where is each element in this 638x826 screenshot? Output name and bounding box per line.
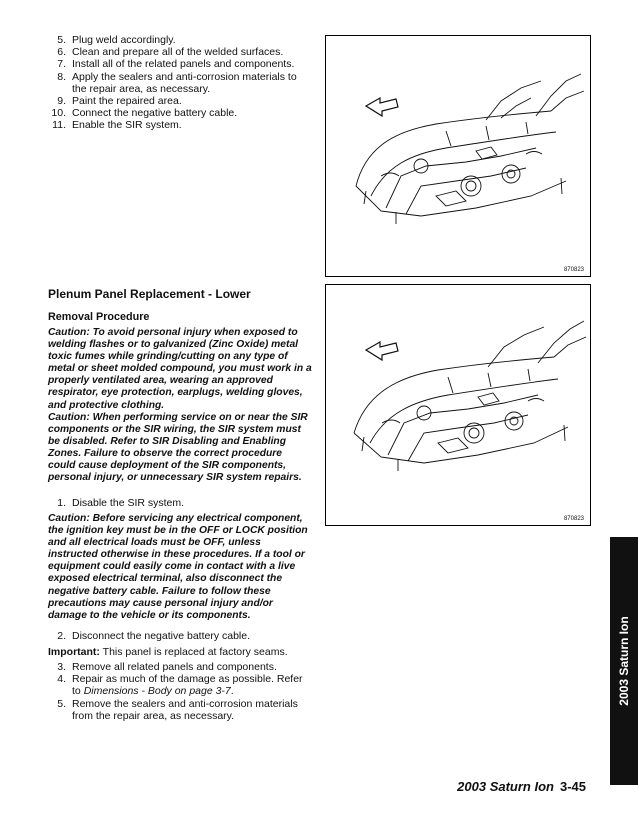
- caution-ventilation: Caution: To avoid personal injury when exposed to welding flashes or to galvanized (Zinc Oxide) metal toxic fumes while grinding/cutting on any type of metal or sheet molded compound, you must work in a properly ventilated area, wearing an approved respirator, eye protection, earplugs, welding gloves, and protective clothing.: [48, 327, 312, 411]
- cross-reference-link[interactable]: Dimensions - Body on page 3-7: [83, 685, 231, 698]
- section-title: Plenum Panel Replacement - Lower: [48, 287, 251, 301]
- list-item: 1. Disable the SIR system.: [57, 497, 185, 509]
- list-item: 8. Apply the sealers and anti-corrosion materials to the repair area, as necessary.: [57, 70, 297, 95]
- figure-id: 870823: [563, 516, 584, 522]
- caution-sir: Caution: When performing service on or near the SIR components or the SIR wiring, the SIR system must be disabled. Refer to SIR Disabling and Enabling Zones. Failure to observe the correct procedure could cause deployment of the SIR components, personal injury, or unnecessary SIR system repairs.: [48, 412, 308, 484]
- arrow-icon: [366, 342, 398, 360]
- arrow-icon: [366, 98, 398, 116]
- list-item: 4. Repair as much of the damage as possible. Refer to Dimensions - Body on page 3-7.: [57, 673, 303, 698]
- chapter-side-tab: [610, 537, 638, 785]
- subsection-title: Removal Procedure: [48, 311, 150, 323]
- figure-vehicle-front-upper: [325, 35, 591, 277]
- vehicle-body-illustration: [326, 285, 590, 525]
- list-item: 3. Remove all related panels and components.: [57, 661, 277, 673]
- bottom-step-list: [48, 661, 312, 722]
- step-2: [48, 630, 312, 642]
- important-text: This panel is replaced at factory seams.: [99, 646, 288, 658]
- list-item: 11. Enable the SIR system.: [52, 119, 182, 132]
- important-label: Important:: [48, 646, 100, 658]
- list-item: 10. Connect the negative battery cable.: [51, 107, 238, 120]
- important-note: [48, 646, 312, 658]
- list-item: 7. Install all of the related panels and components.: [57, 58, 295, 71]
- page-number: 3-45: [559, 779, 586, 794]
- figure-id: 870823: [563, 267, 584, 273]
- list-item: 5. Remove the sealers and anti-corrosion materials from the repair area, as necessary.: [57, 697, 298, 722]
- list-item: 9. Paint the repaired area.: [57, 95, 182, 108]
- list-item: 6. Clean and prepare all of the welded surfaces.: [57, 46, 284, 59]
- caution-electrical: Caution: Before servicing any electrical component, the ignition key must be in the OFF or LOCK position and all electrical loads must be OFF, unless instructed otherwise in these procedures. If a tool or equipment could easily come in contact with a live exposed electrical terminal, also disconnect the negative battery cable. Failure to follow these precautions may cause personal injury and/or damage to the vehicle or its components.: [48, 513, 308, 621]
- vehicle-body-illustration: [326, 36, 590, 276]
- footer-title: 2003 Saturn Ion: [457, 779, 554, 794]
- figure-vehicle-front-lower: [325, 284, 591, 526]
- step-1: [48, 497, 312, 509]
- top-step-list: [48, 34, 310, 132]
- page-footer: [457, 779, 586, 794]
- list-item: 2. Disconnect the negative battery cable.: [57, 630, 251, 642]
- side-tab-label: 2003 Saturn Ion: [617, 616, 631, 706]
- list-item: 5. Plug weld accordingly.: [57, 34, 176, 46]
